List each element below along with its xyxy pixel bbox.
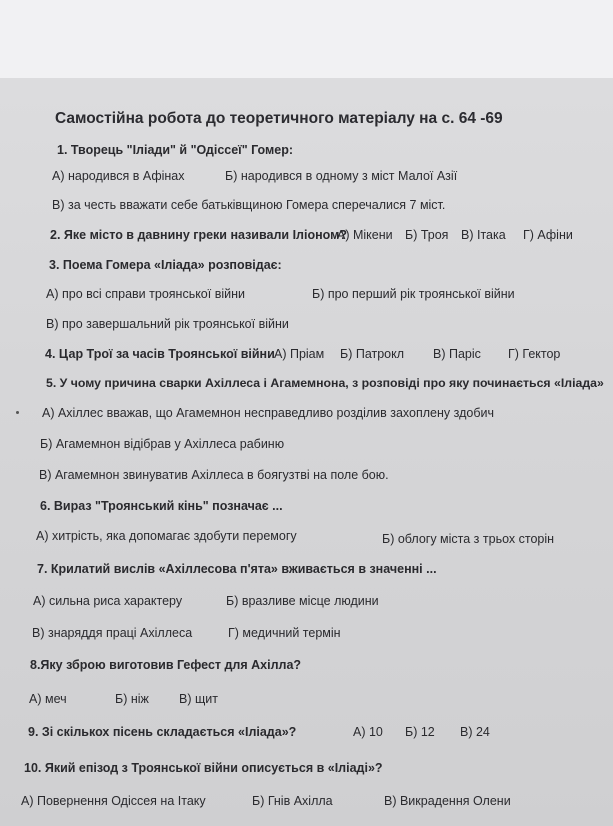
question-10: 10. Який епізод з Троянської війни описується в «Іліаді»?: [24, 761, 383, 775]
worksheet-sheet: [0, 78, 613, 826]
answer-8c: В) щит: [179, 692, 218, 706]
question-5: 5. У чому причина сварки Ахіллеса і Агамемнона, з розповіді про яку починається «Іліада»: [46, 376, 604, 390]
answer-10b: Б) Гнів Ахілла: [252, 794, 333, 808]
answer-2a: А) Мікени: [337, 228, 393, 242]
answer-4d: Г) Гектор: [508, 347, 561, 361]
question-3: 3. Поема Гомера «Іліада» розповідає:: [49, 258, 282, 272]
page-title: Самостійна робота до теоретичного матеріалу на с. 64 -69: [55, 110, 503, 127]
question-7: 7. Крилатий вислів «Ахіллесова п'ята» вживається в значенні ...: [37, 562, 437, 576]
answer-7a: А) сильна риса характеру: [33, 594, 183, 608]
question-4: 4. Цар Трої за часів Троянської війни: [45, 347, 275, 361]
stray-dot: [16, 411, 19, 414]
answer-8a: А) меч: [29, 692, 67, 706]
question-1: 1. Творець "Іліади" й "Одіссеї" Гомер:: [57, 143, 294, 157]
answer-2d: Г) Афіни: [523, 228, 573, 242]
question-6: 6. Вираз "Троянський кінь" позначає ...: [40, 499, 283, 513]
answer-4c: В) Паріс: [433, 347, 481, 361]
answer-3c: В) про завершальний рік троянської війни: [46, 317, 289, 331]
answer-2c: В) Ітака: [461, 228, 506, 242]
answer-7c: В) знаряддя праці Ахіллеса: [32, 626, 193, 640]
question-2: 2. Яке місто в давнину греки називали Іліоном?: [50, 228, 347, 242]
answer-1a: А) народився в Афінах: [52, 169, 185, 183]
question-8: 8.Яку зброю виготовив Гефест для Ахілла?: [30, 658, 302, 672]
answer-4b: Б) Патрокл: [340, 347, 405, 361]
answer-6b: Б) облогу міста з трьох сторін: [382, 532, 555, 546]
answer-10a: А) Повернення Одіссея на Ітаку: [21, 794, 206, 808]
answer-5b: Б) Агамемнон відібрав у Ахіллеса рабиню: [40, 437, 285, 451]
answer-7b: Б) вразливе місце людини: [226, 594, 379, 608]
answer-1b: Б) народився в одному з міст Малої Азії: [225, 169, 458, 183]
answer-2b: Б) Троя: [405, 228, 449, 242]
answer-10c: В) Викрадення Олени: [384, 794, 511, 808]
answer-6a: А) хитрість, яка допомагає здобути перемогу: [36, 529, 297, 543]
answer-9a: А) 10: [353, 725, 383, 739]
answer-8b: Б) ніж: [115, 692, 149, 706]
answer-4a: А) Пріам: [274, 347, 325, 361]
answer-1c: В) за честь вважати себе батьківщиною Гомера сперечалися 7 міст.: [52, 198, 446, 212]
answer-3a: А) про всі справи троянської війни: [46, 287, 245, 301]
answer-5a: А) Ахіллес вважав, що Агамемнон несправедливо розділив захоплену здобич: [42, 406, 494, 420]
answer-9b: Б) 12: [405, 725, 435, 739]
answer-5c: В) Агамемнон звинуватив Ахіллеса в боягузтві на поле бою.: [39, 468, 389, 482]
question-9: 9. Зі скількох пісень складається «Іліада»?: [28, 725, 297, 739]
answer-7d: Г) медичний термін: [228, 626, 341, 640]
answer-9c: В) 24: [460, 725, 490, 739]
answer-3b: Б) про перший рік троянської війни: [312, 287, 515, 301]
